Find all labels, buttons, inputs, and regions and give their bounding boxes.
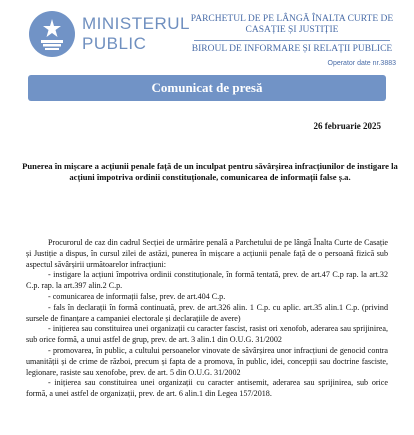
offense-item: - promovarea, în public, a cultului persoanelor vinovate de săvârșirea unor infracțiuni de genocid contra umanității și de crime de război, precum și fapta de a promova, în public, idei, concepții sau doctrine fasciste, legionare, rasiste sau xenofobe, prev. de art. 5 din O.U.G. 31/2002 xyxy=(26,345,388,377)
release-body xyxy=(26,238,388,400)
ministry-emblem-icon xyxy=(28,10,76,58)
bureau-name: BIROUL DE INFORMARE ȘI RELAȚII PUBLICE xyxy=(191,44,393,54)
offense-item: - inițierea sau constituirea unei organizații cu caracter fascist, rasist ori xenofob, aderarea sau sprijinirea, sub orice formă, a unui astfel de grup, prev. de art. 3 alin.1 din O.U.G. 31/2002 xyxy=(26,324,388,345)
ministry-logo xyxy=(28,10,190,64)
logo-text xyxy=(82,14,190,54)
press-release-banner xyxy=(28,75,386,101)
logo-line1: MINISTERUL xyxy=(82,14,190,33)
court-line2: CASAȚIE ȘI JUSTIȚIE xyxy=(245,25,339,35)
offense-item: - comunicarea de informații false, prev. de art.404 C.p. xyxy=(48,291,226,301)
logo-line2: PUBLIC xyxy=(82,34,147,53)
body-paragraph: Procurorul de caz din cadrul Secției de urmărire penală a Parchetului de pe lângă Înalta Curte de Casație și Justiție a dispus, în cursul zilei de astăzi, punerea în mișcare a acțiunii penale față de o persoană fizică sub aspectul săvârșirii următoarelor infracțiuni: xyxy=(26,238,388,269)
offense-item: - fals în declarații în formă continuată, prev. de art.326 alin. 1 C.p. cu aplic. art.35 alin.1 C.p. (privind sursele de finanțare a campaniei electorale și declarațiile de avere) xyxy=(26,302,388,323)
offense-item: - inițierea sau constituirea unei organizații cu caracter antisemit, aderarea sau sprijinirea, sub orice formă, a unei astfel de organizații, prev. de art. 6 alin.1 din Legea 157/2018. xyxy=(26,378,388,399)
banner-label: Comunicat de presă xyxy=(151,80,263,95)
operator-number: Operator date nr.3883 xyxy=(327,60,396,67)
release-date: 26 februarie 2025 xyxy=(313,121,381,131)
release-title: Punerea în mișcare a acțiunii penale față de un inculpat pentru săvârșirea infracțiunilor de instigare la acțiuni împotriva ordinii constituționale, comunicarea de informații false ș.a. xyxy=(22,161,398,182)
offense-item: - instigare la acțiuni împotriva ordinii constituționale, în formă tentată, prev. de art.47 C.p rap. la art.32 C.p. rap. la art.397 alin.2 C.p. xyxy=(26,270,388,291)
court-line1: PARCHETUL DE PE LÂNGĂ ÎNALTA CURTE DE xyxy=(190,14,394,24)
header-divider xyxy=(194,40,390,41)
header-institution xyxy=(186,14,398,55)
